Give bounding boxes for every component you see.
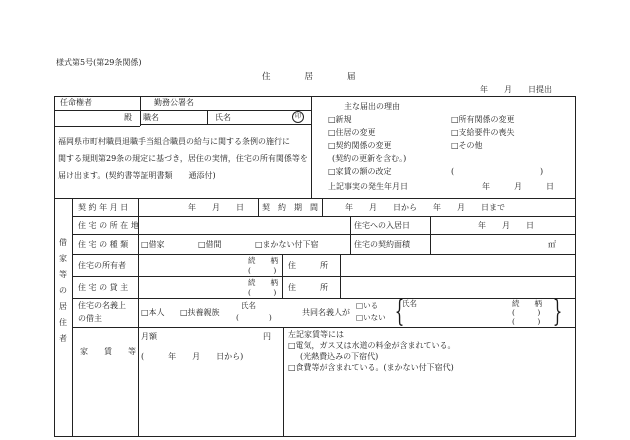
rent-start-date[interactable]: ( 年 月 日から) — [141, 352, 244, 361]
contract-renewal-note: (契約の更新を含む。) — [332, 154, 407, 163]
reason-other[interactable]: □その他 — [451, 141, 483, 150]
rent-note-utilities[interactable]: □電気，ガス又は水道の料金が含まれている。 — [288, 341, 456, 350]
side-label-char: 借 — [59, 238, 67, 247]
position-label: 職名 — [143, 113, 159, 122]
owner-relation-label: 続 柄 — [248, 256, 278, 265]
nominee-name-label: 氏名 — [241, 301, 256, 310]
rent-note-title: 左記家賃等には — [288, 330, 344, 339]
co-nominee-brace-right: } — [552, 294, 563, 329]
page-title: 住 居 届 — [262, 72, 356, 82]
type-label: 住 宅 の 種 類 — [78, 240, 129, 249]
co-nominee-brace-left: { — [394, 294, 405, 329]
co-nominee-relation-label: 続 柄 — [512, 299, 542, 308]
side-label-char: 等 — [59, 270, 67, 279]
nominee-label-2: の借主 — [78, 314, 102, 323]
area-unit: ㎡ — [548, 240, 556, 249]
co-nominee-yes[interactable]: □いる — [356, 301, 379, 310]
owner-label: 住宅の所有者 — [78, 261, 126, 270]
reason-new[interactable]: □新規 — [328, 115, 352, 124]
co-nominee-no[interactable]: □いない — [356, 313, 386, 322]
nominee-label-1: 住宅の名義上 — [78, 301, 126, 310]
landlord-relation-label: 続 柄 — [248, 278, 278, 287]
contract-period-value[interactable]: 年 月 日から 年 月 日まで — [345, 203, 505, 212]
submit-date: 年 月 日提出 — [480, 85, 552, 94]
form-number: 様式第5号(第29条関係) — [56, 58, 142, 67]
occurrence-label: 上記事実の発生年月日 — [328, 182, 408, 191]
contract-date-value[interactable]: 年 月 日 — [188, 203, 244, 212]
side-label-char: 者 — [59, 334, 67, 343]
co-nominee-name-label: 氏名 — [402, 299, 417, 308]
declaration-line-1: 福岡県市町村職員退職手当組合職員の給与に関する条例の施行に — [58, 137, 290, 146]
location-label: 住 宅 の 所 在 地 — [78, 221, 139, 230]
landlord-address-label: 住 所 — [288, 283, 328, 292]
co-nominee-label: 共同名義人が — [302, 308, 350, 317]
nominee-dependent-option[interactable]: □扶養親族 — [180, 308, 220, 317]
reason-rent-revision[interactable]: □家賃の額の改定 — [328, 167, 392, 176]
nominee-name-paren[interactable]: ( ) — [236, 313, 272, 322]
reason-residence-change[interactable]: □住居の変更 — [328, 128, 376, 137]
contract-date-label: 契 約 年 月 日 — [78, 203, 129, 212]
declaration-line-2: 関する規則第29条の規定に基づき，居住の実情，住宅の所有関係等を — [58, 154, 308, 163]
move-in-value[interactable]: 年 月 日 — [478, 221, 534, 230]
nominee-self-option[interactable]: □本人 — [141, 308, 165, 317]
declaration-line-3: 届け出ます。(契約書等証明書類 通添付) — [58, 171, 216, 180]
reason-contract-change[interactable]: □契約関係の変更 — [328, 141, 392, 150]
landlord-relation-paren[interactable]: ( ) — [248, 288, 277, 297]
seal-mark: 印 — [292, 111, 304, 123]
appointer-label: 任命権者 — [60, 98, 92, 107]
rent-label: 家 賃 等 — [80, 347, 136, 356]
side-label-char: 住 — [59, 318, 67, 327]
reason-eligibility-loss[interactable]: □支給要件の喪失 — [451, 128, 515, 137]
yen-unit: 円 — [263, 332, 271, 341]
dono-text: 殿 — [124, 113, 132, 122]
reasons-title: 主な届出の理由 — [344, 102, 400, 111]
type-option-shakuma[interactable]: □借間 — [198, 240, 222, 249]
other-paren-open: ( — [451, 167, 455, 176]
move-in-label: 住宅への入居日 — [354, 221, 410, 230]
monthly-label: 月額 — [141, 332, 157, 341]
side-label-char: 居 — [59, 302, 67, 311]
area-label: 住宅の契約面積 — [354, 240, 410, 249]
type-option-shakuya[interactable]: □借家 — [141, 240, 165, 249]
side-label-char: 家 — [59, 254, 67, 263]
side-label-char: の — [59, 286, 67, 295]
type-option-boarding[interactable]: □まかない付下宿 — [255, 240, 319, 249]
name-label: 氏名 — [215, 113, 231, 122]
rent-note-meals[interactable]: □食費等が含まれている。(まかない付下宿代) — [288, 363, 454, 372]
rent-note-utilities-sub: (光熱費込みの下宿代) — [300, 352, 379, 361]
reason-owner-change[interactable]: □所有関係の変更 — [451, 115, 515, 124]
landlord-label: 住 宅 の 貸 主 — [78, 283, 129, 292]
office-label: 勤務公署名 — [154, 98, 194, 107]
other-paren-close: ) — [540, 167, 544, 176]
owner-address-label: 住 所 — [288, 261, 328, 270]
owner-relation-paren[interactable]: ( ) — [248, 266, 277, 275]
co-nominee-paren-2[interactable]: ( ) — [512, 317, 541, 326]
co-nominee-paren-1[interactable]: ( ) — [512, 308, 541, 317]
contract-period-label: 契 約 期 間 — [262, 203, 318, 212]
occurrence-date: 年 月 日 — [482, 182, 554, 191]
